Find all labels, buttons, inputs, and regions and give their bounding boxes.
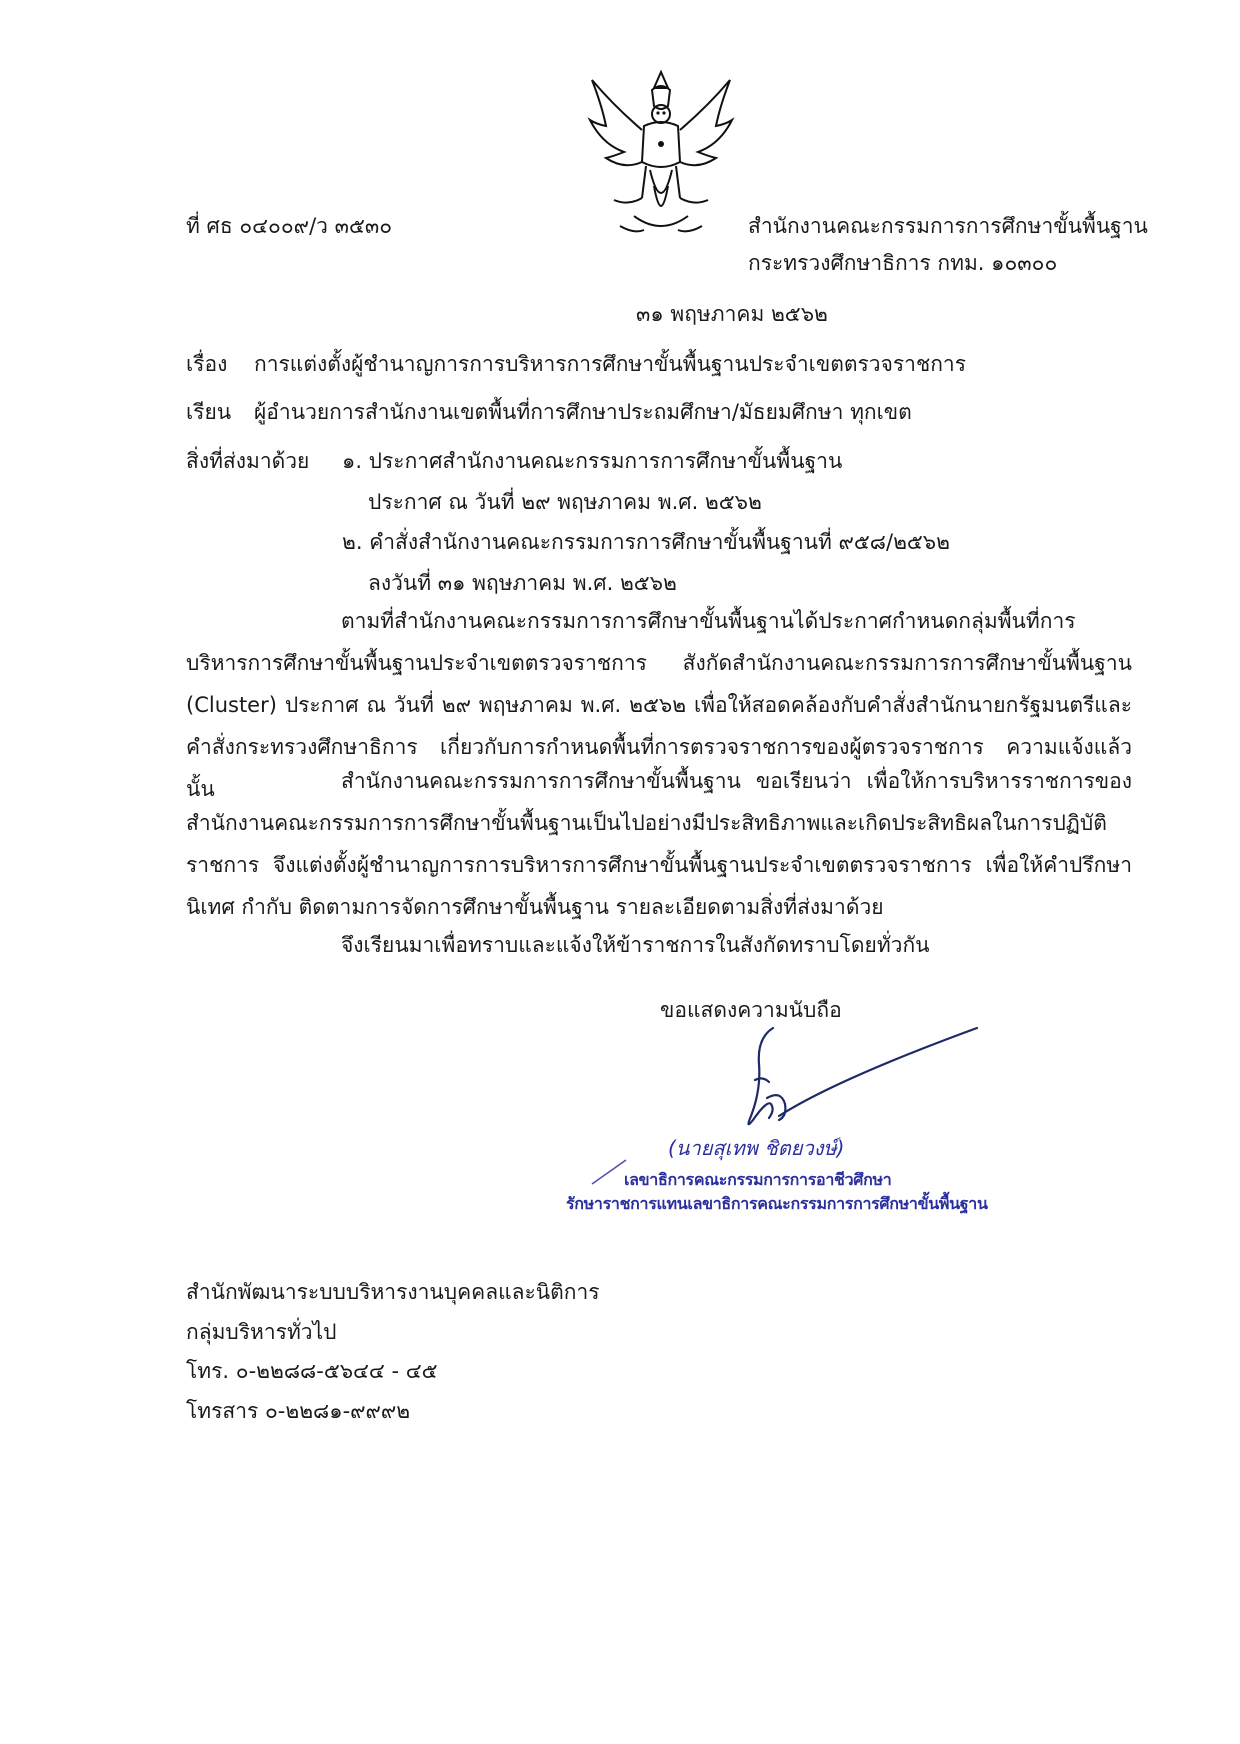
- footer-phone: โทร. ๐-๒๒๘๘-๕๖๔๔ - ๔๕: [186, 1359, 438, 1383]
- body-paragraph-3: จึงเรียนมาเพื่อทราบและแจ้งให้ข้าราชการในสังกัดทราบโดยทั่วกัน: [341, 933, 930, 957]
- reference-number: ที่ ศธ ๐๔๐๐๙/ว ๓๕๓๐: [186, 214, 393, 238]
- footer-group: กลุ่มบริหารทั่วไป: [186, 1320, 337, 1344]
- office-name: สำนักงานคณะกรรมการการศึกษาขั้นพื้นฐาน: [748, 214, 1148, 238]
- enclosures-label: สิ่งที่ส่งมาด้วย: [186, 449, 310, 473]
- addressee-label: เรียน: [186, 400, 232, 424]
- handwritten-signature-icon: [715, 1020, 985, 1138]
- closing-salutation: ขอแสดงความนับถือ: [660, 998, 842, 1022]
- body-paragraph-1: ตามที่สำนักงานคณะกรรมการการศึกษาขั้นพื้นฐานได้ประกาศกำหนดกลุ่มพื้นที่การบริหารการศึกษาขั้นพื้นฐานประจำเขตตรวจราชการ สังกัดสำนักงานคณะกรรมการการศึกษาขั้นพื้นฐาน (Cluster) ประกาศ ณ วันที่ ๒๙ พฤษภาคม พ.ศ. ๒๕๖๒ เพื่อให้สอดคล้องกับคำสั่งสำนักนายกรัฐมนตรีและคำสั่งกระทรวงศึกษาธิการ เกี่ยวกับการกำหนดพื้นที่การตรวจราชการของผู้ตรวจราชการ ความแจ้งแล้ว นั้น: [186, 609, 1132, 801]
- subject-text: การแต่งตั้งผู้ชำนาญการการบริหารการศึกษาขั้นพื้นฐานประจำเขตตรวจราชการ: [254, 352, 966, 376]
- subject-label: เรื่อง: [186, 352, 228, 376]
- enclosure-item-1-detail: ประกาศ ณ วันที่ ๒๙ พฤษภาคม พ.ศ. ๒๕๖๒: [368, 490, 762, 514]
- enclosure-item-1: ๑. ประกาศสำนักงานคณะกรรมการการศึกษาขั้นพื้นฐาน: [342, 449, 843, 473]
- signer-acting-position: รักษาราชการแทนเลขาธิการคณะกรรมการการศึกษาขั้นพื้นฐาน: [566, 1194, 988, 1213]
- signer-position: เลขาธิการคณะกรรมการการอาชีวศึกษา: [624, 1170, 892, 1189]
- body-paragraph-2: สำนักงานคณะกรรมการการศึกษาขั้นพื้นฐาน ขอเรียนว่า เพื่อให้การบริหารราชการของสำนักงานคณะกรรมการการศึกษาขั้นพื้นฐานเป็นไปอย่างมีประสิทธิภาพและเกิดประสิทธิผลในการปฏิบัติราชการ จึงแต่งตั้งผู้ชำนาญการการบริหารการศึกษาขั้นพื้นฐานประจำเขตตรวจราชการ เพื่อให้คำปรึกษา นิเทศ กำกับ ติดตามการจัดการศึกษาขั้นพื้นฐาน รายละเอียดตามสิ่งที่ส่งมาด้วย: [186, 769, 1132, 919]
- letter-date: ๓๑ พฤษภาคม ๒๕๖๒: [636, 302, 828, 326]
- signer-name: (นายสุเทพ ชิตยวงษ์): [668, 1136, 845, 1160]
- footer-fax: โทรสาร ๐-๒๒๘๑-๙๙๙๒: [186, 1399, 411, 1423]
- enclosure-item-2: ๒. คำสั่งสำนักงานคณะกรรมการการศึกษาขั้นพื้นฐานที่ ๙๕๘/๒๕๖๒: [342, 530, 950, 554]
- enclosure-item-2-detail: ลงวันที่ ๓๑ พฤษภาคม พ.ศ. ๒๕๖๒: [368, 571, 677, 595]
- office-address: กระทรวงศึกษาธิการ กทม. ๑๐๓๐๐: [748, 251, 1058, 275]
- addressee-text: ผู้อำนวยการสำนักงานเขตพื้นที่การศึกษาประถมศึกษา/มัธยมศึกษา ทุกเขต: [254, 400, 912, 424]
- garuda-emblem-icon: [584, 66, 738, 242]
- footer-department: สำนักพัฒนาระบบบริหารงานบุคคลและนิติการ: [186, 1280, 600, 1304]
